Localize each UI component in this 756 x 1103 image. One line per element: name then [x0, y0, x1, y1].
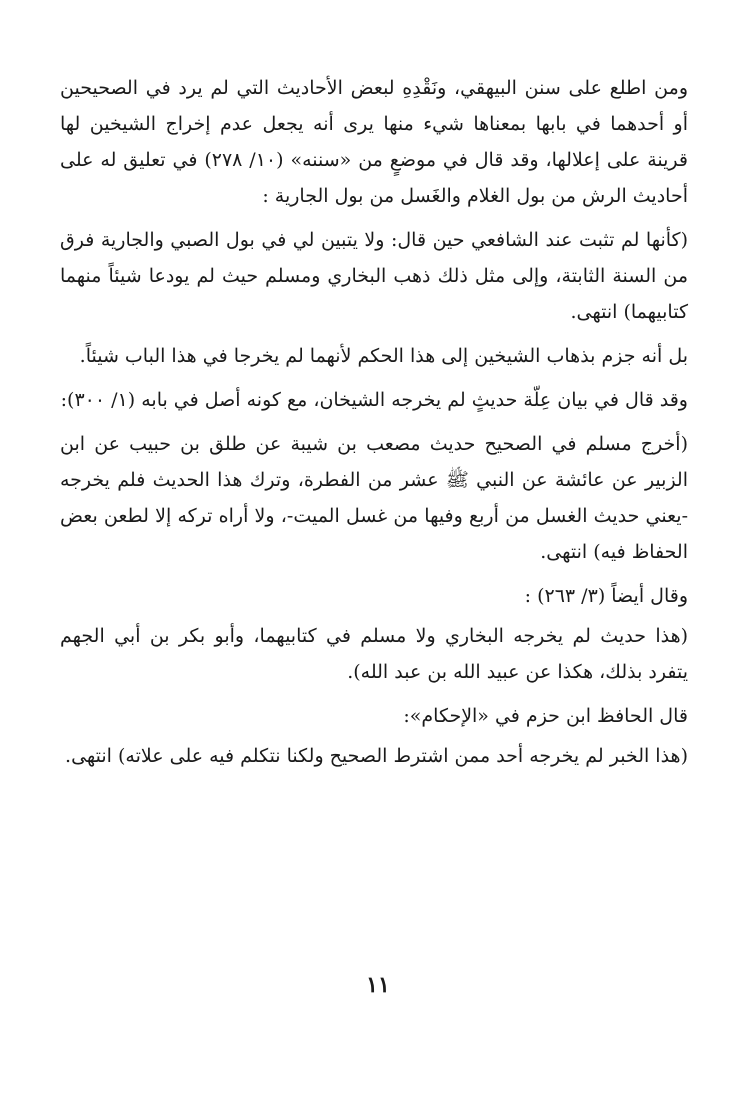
paragraph-shaykhayn: بل أنه جزم بذهاب الشيخين إلى هذا الحكم لأنهما لم يخرجا في هذا الباب شيئاً. — [79, 345, 688, 367]
paragraph-also: وقال أيضاً (٣/ ٢٦٣) : — [524, 585, 688, 607]
page-number: ١١ — [366, 972, 390, 998]
quote-ibn-hazm: (هذا الخبر لم يخرجه أحد ممن اشترط الصحيح ولكنا نتكلم فيه على علاته) انتهى. — [65, 745, 688, 767]
quote-hadith: (هذا حديث لم يخرجه البخاري ولا مسلم في كتابيهما، وأبو بكر بن أبي الجهم يتفرد بذلك، هكذا عن عبيد الله بن عبد الله). — [60, 625, 688, 683]
page-body — [60, 70, 688, 782]
paragraph-intro: ومن اطلع على سنن البيهقي، ونَقْدِهِ لبعض الأحاديث التي لم يرد في الصحيحين أو أحدهما في بابها بمعناها شيء منها يرى أنه يجعل عدم إخراج الشيخين لها قرينة على إعلالها، وقد قال في موضعٍ من «سننه» (١٠/ ٢٧٨) في تعليق له على أحاديث الرش من بول الغلام والغَسل من بول الجارية : — [60, 77, 688, 207]
quote-bayhaqi: (كأنها لم تثبت عند الشافعي حين قال: ولا يتبين لي في بول الصبي والجارية فرق من السنة الثابتة، وإلى مثل ذلك ذهب البخاري ومسلم حيث لم يودعا شيئاً منهما كتابيهما) انتهى. — [60, 229, 688, 323]
paragraph-ibn-hazm: قال الحافظ ابن حزم في «الإحكام»: — [403, 705, 688, 727]
quote-muslim: (أخرج مسلم في الصحيح حديث مصعب بن شيبة عن طلق بن حبيب عن ابن الزبير عن عائشة عن النبي ﷺ عشر من الفطرة، وترك هذا الحديث فلم يخرجه -يعني حديث الغسل من أربع وفيها من غسل الميت-، ولا أراه تركه إلا لطعن بعض الحفاظ فيه) انتهى. — [60, 433, 688, 563]
paragraph-illa: وقد قال في بيان عِلّة حديثٍ لم يخرجه الشيخان، مع كونه أصل في بابه (١/ ٣٠٠): — [60, 389, 688, 411]
